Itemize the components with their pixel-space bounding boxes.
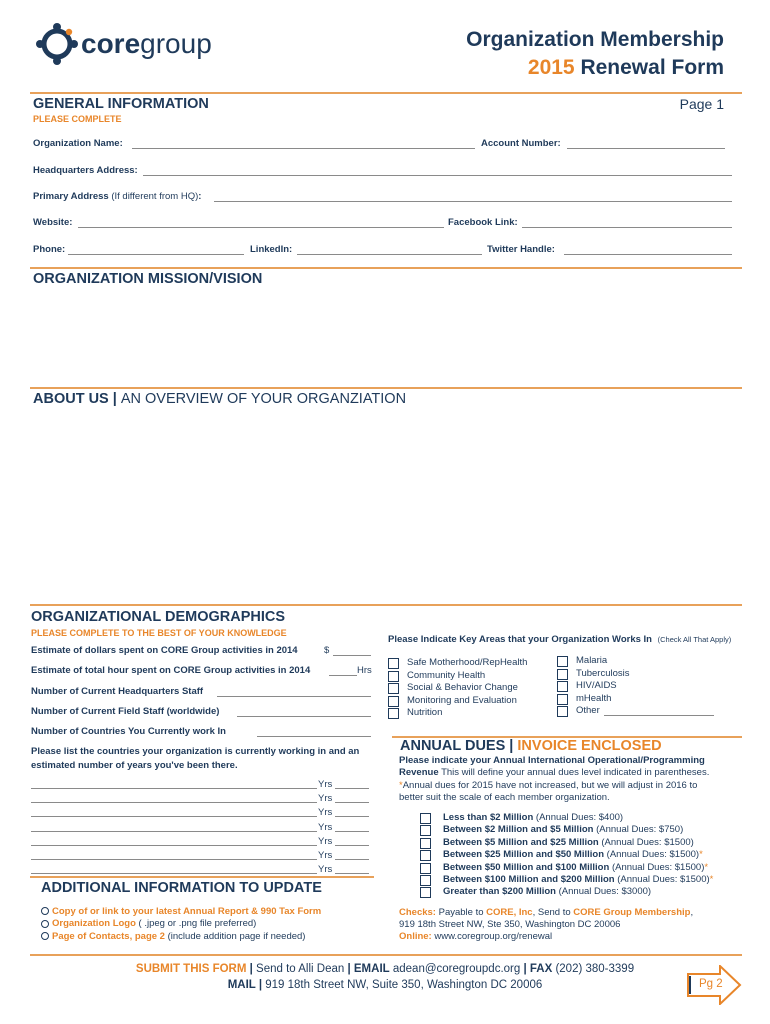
page-label: Page 1: [679, 96, 724, 112]
rule-additional: [30, 876, 374, 878]
logo: [35, 22, 235, 66]
additional-item[interactable]: Organization Logo ( .jpeg or .png file preferred): [41, 918, 256, 929]
website-field[interactable]: [78, 227, 444, 228]
years-field[interactable]: [335, 788, 369, 789]
facebook-label: Facebook Link:: [448, 217, 518, 228]
checks-line: Checks: Payable to CORE, Inc, Send to CORE Group Membership,: [399, 907, 694, 918]
key-area-label: Monitoring and Evaluation: [407, 694, 517, 706]
years-field[interactable]: [335, 816, 369, 817]
primary-address-note: (If different from HQ): [111, 191, 199, 202]
dues-tier-checkbox[interactable]: [420, 875, 431, 886]
demographics-subtitle: PLEASE COMPLETE TO THE BEST OF YOUR KNOWLEDGE: [31, 628, 287, 638]
online-line: Online: www.coregroup.org/renewal: [399, 931, 553, 942]
dues-tier-checkbox[interactable]: [420, 825, 431, 836]
dues-tier-checkbox[interactable]: [420, 887, 431, 898]
about-text-area[interactable]: [33, 412, 733, 597]
additional-item[interactable]: Copy of or link to your latest Annual Report & 990 Tax Form: [41, 906, 321, 917]
general-title: GENERAL INFORMATION: [33, 96, 209, 112]
hours-field[interactable]: [329, 675, 357, 676]
org-name-label: Organization Name:: [33, 138, 123, 149]
title-rest: Renewal Form: [580, 56, 724, 79]
dues-tier: Between $50 Million and $100 Million (Annual Dues: $1500)*: [443, 861, 709, 873]
hq-staff-label: Number of Current Headquarters Staff: [31, 686, 204, 697]
demographics-title: ORGANIZATIONAL DEMOGRAPHICS: [31, 609, 286, 625]
country-field[interactable]: [31, 788, 317, 789]
dues-tier: Between $2 Million and $5 Million (Annual Dues: $750): [443, 824, 684, 836]
key-area-checkbox[interactable]: [557, 694, 568, 705]
about-title: ABOUT US | AN OVERVIEW OF YOUR ORGANZIATION: [33, 391, 407, 407]
yrs-label: Yrs: [318, 864, 333, 876]
phone-field[interactable]: [68, 254, 244, 255]
key-areas-title: Please Indicate Key Areas that your Organization Works In (Check All That Apply): [388, 634, 732, 645]
dollar-sign: $: [324, 645, 330, 656]
dues-tier-checkbox[interactable]: [420, 838, 431, 849]
logo-text-group: group: [140, 28, 212, 59]
primary-address-label: Primary Address (If different from HQ):: [33, 191, 202, 202]
key-area-label: Community Health: [407, 669, 486, 681]
years-field[interactable]: [335, 831, 369, 832]
key-area-label: Safe Motherhood/RepHealth: [407, 657, 528, 668]
yrs-label: Yrs: [318, 835, 333, 847]
primary-address-field[interactable]: [214, 201, 732, 202]
linkedin-field[interactable]: [297, 254, 482, 255]
dues-tier: Between $100 Million and $200 Million (Annual Dues: $1500)*: [443, 874, 714, 885]
account-number-label: Account Number:: [481, 138, 561, 149]
twitter-field[interactable]: [564, 254, 732, 255]
hq-address-label: Headquarters Address:: [33, 165, 138, 176]
radio-icon[interactable]: [41, 932, 49, 940]
logo-text-core: core: [81, 28, 141, 59]
country-field[interactable]: [31, 802, 317, 803]
key-area-checkbox[interactable]: [557, 681, 568, 692]
key-area-checkbox[interactable]: [388, 658, 399, 669]
dues-tier: Less than $2 Million (Annual Dues: $400): [443, 812, 624, 823]
country-field[interactable]: [31, 873, 317, 874]
hq-address-field[interactable]: [143, 175, 732, 176]
key-areas-note: (Check All That Apply): [657, 635, 732, 644]
key-area-label: Tuberculosis: [576, 667, 630, 679]
country-field[interactable]: [31, 859, 317, 860]
mission-title: ORGANIZATION MISSION/VISION: [33, 271, 263, 287]
rule-mission: [30, 267, 742, 269]
dues-note-line2: better suit the scale of each member organization.: [399, 792, 610, 803]
countries-field[interactable]: [257, 736, 371, 737]
key-area-label: mHealth: [576, 692, 612, 704]
form-title: [466, 26, 724, 82]
countries-label: Number of Countries You Currently work In: [31, 726, 226, 737]
title-year: 2015: [527, 56, 575, 79]
years-field[interactable]: [335, 859, 369, 860]
key-area-checkbox[interactable]: [557, 656, 568, 667]
list-countries-line1: Please list the countries your organization is currently working in and an: [31, 746, 360, 757]
footer-line1: SUBMIT THIS FORM | Send to Alli Dean | EMAIL adean@coregroupdc.org | FAX (202) 380-3399: [135, 963, 635, 975]
years-field[interactable]: [335, 845, 369, 846]
hours-label: Estimate of total hour spent on CORE Group activities in 2014: [31, 665, 311, 676]
additional-title: ADDITIONAL INFORMATION TO UPDATE: [41, 880, 322, 896]
footer-email[interactable]: adean@coregroupdc.org: [389, 963, 521, 975]
list-countries-line2: estimated number of years you've been there.: [31, 760, 238, 771]
country-field[interactable]: [31, 831, 317, 832]
title-line2: [466, 54, 724, 82]
field-staff-field[interactable]: [237, 716, 371, 717]
country-field[interactable]: [31, 816, 317, 817]
dues-tier-checkbox[interactable]: [420, 850, 431, 861]
key-area-checkbox[interactable]: [388, 671, 399, 682]
next-page-button[interactable]: [686, 965, 742, 1005]
account-number-field[interactable]: [567, 148, 725, 149]
key-area-label: Other: [576, 705, 600, 717]
key-area-label: Nutrition: [407, 707, 443, 719]
dues-tier: Greater than $200 Million (Annual Dues: $3000): [443, 886, 652, 898]
yrs-label: Yrs: [318, 779, 333, 790]
linkedin-label: LinkedIn:: [250, 244, 293, 255]
website-label: Website:: [33, 217, 73, 228]
key-area-checkbox[interactable]: [388, 696, 399, 707]
pg2-label: Pg 2: [699, 978, 723, 990]
key-area-label: HIV/AIDS: [576, 680, 617, 692]
dues-tier-checkbox[interactable]: [420, 863, 431, 874]
radio-icon[interactable]: [41, 920, 49, 928]
key-area-checkbox[interactable]: [557, 669, 568, 680]
rule-footer: [30, 954, 742, 956]
key-area-checkbox[interactable]: [388, 683, 399, 694]
additional-item[interactable]: Page of Contacts, page 2 (include addition page if needed): [41, 931, 305, 942]
org-name-field[interactable]: [132, 148, 475, 149]
facebook-field[interactable]: [522, 227, 732, 228]
dues-tier: Between $25 Million and $50 Million (Annual Dues: $1500)*: [443, 849, 703, 861]
radio-icon[interactable]: [41, 907, 49, 915]
phone-label: Phone:: [33, 244, 66, 255]
rule-general: [30, 92, 742, 94]
dollars-label: Estimate of dollars spent on CORE Group activities in 2014: [31, 645, 298, 656]
rule-demographics: [30, 604, 742, 606]
dues-intro-line2: Revenue This will define your annual dues level indicated in parentheses.: [399, 767, 710, 778]
yrs-label: Yrs: [318, 850, 333, 861]
dues-intro-line1: Please indicate your Annual International Operational/Programming: [399, 755, 705, 766]
country-field[interactable]: [31, 845, 317, 846]
rule-about: [30, 387, 742, 389]
key-area-label: Social & Behavior Change: [407, 682, 518, 694]
dues-tier: Between $5 Million and $25 Million (Annual Dues: $1500): [443, 836, 694, 848]
years-field[interactable]: [335, 802, 369, 803]
dues-tier-checkbox[interactable]: [420, 813, 431, 824]
hq-staff-field[interactable]: [217, 696, 371, 697]
coregroup-logo-icon: [35, 22, 79, 66]
hrs-label: Hrs: [357, 665, 372, 676]
twitter-label: Twitter Handle:: [487, 244, 555, 255]
yrs-label: Yrs: [318, 821, 333, 833]
key-area-label: Malaria: [576, 655, 608, 666]
key-area-checkbox[interactable]: [557, 706, 568, 717]
other-field[interactable]: [604, 715, 714, 716]
dues-note-line1: *Annual dues for 2015 have not increased, but we will adjust in 2016 to: [399, 780, 698, 791]
dollars-field[interactable]: [333, 655, 371, 656]
field-staff-label: Number of Current Field Staff (worldwide): [31, 706, 220, 717]
yrs-label: Yrs: [318, 807, 333, 819]
dues-title: ANNUAL DUES | INVOICE ENCLOSED: [400, 738, 662, 754]
key-area-checkbox[interactable]: [388, 708, 399, 719]
checks-address: 919 18th Street NW, Ste 350, Washington DC 20006: [399, 919, 621, 930]
yrs-label: Yrs: [318, 793, 333, 805]
online-link[interactable]: www.coregroup.org/renewal: [431, 931, 553, 942]
footer-line2: MAIL | 919 18th Street NW, Suite 350, Washington DC 20006: [227, 979, 543, 991]
years-field[interactable]: [335, 873, 369, 874]
title-line1: Organization Membership: [466, 28, 724, 51]
mission-text-area[interactable]: [33, 292, 733, 382]
general-subtitle: PLEASE COMPLETE: [33, 114, 122, 124]
